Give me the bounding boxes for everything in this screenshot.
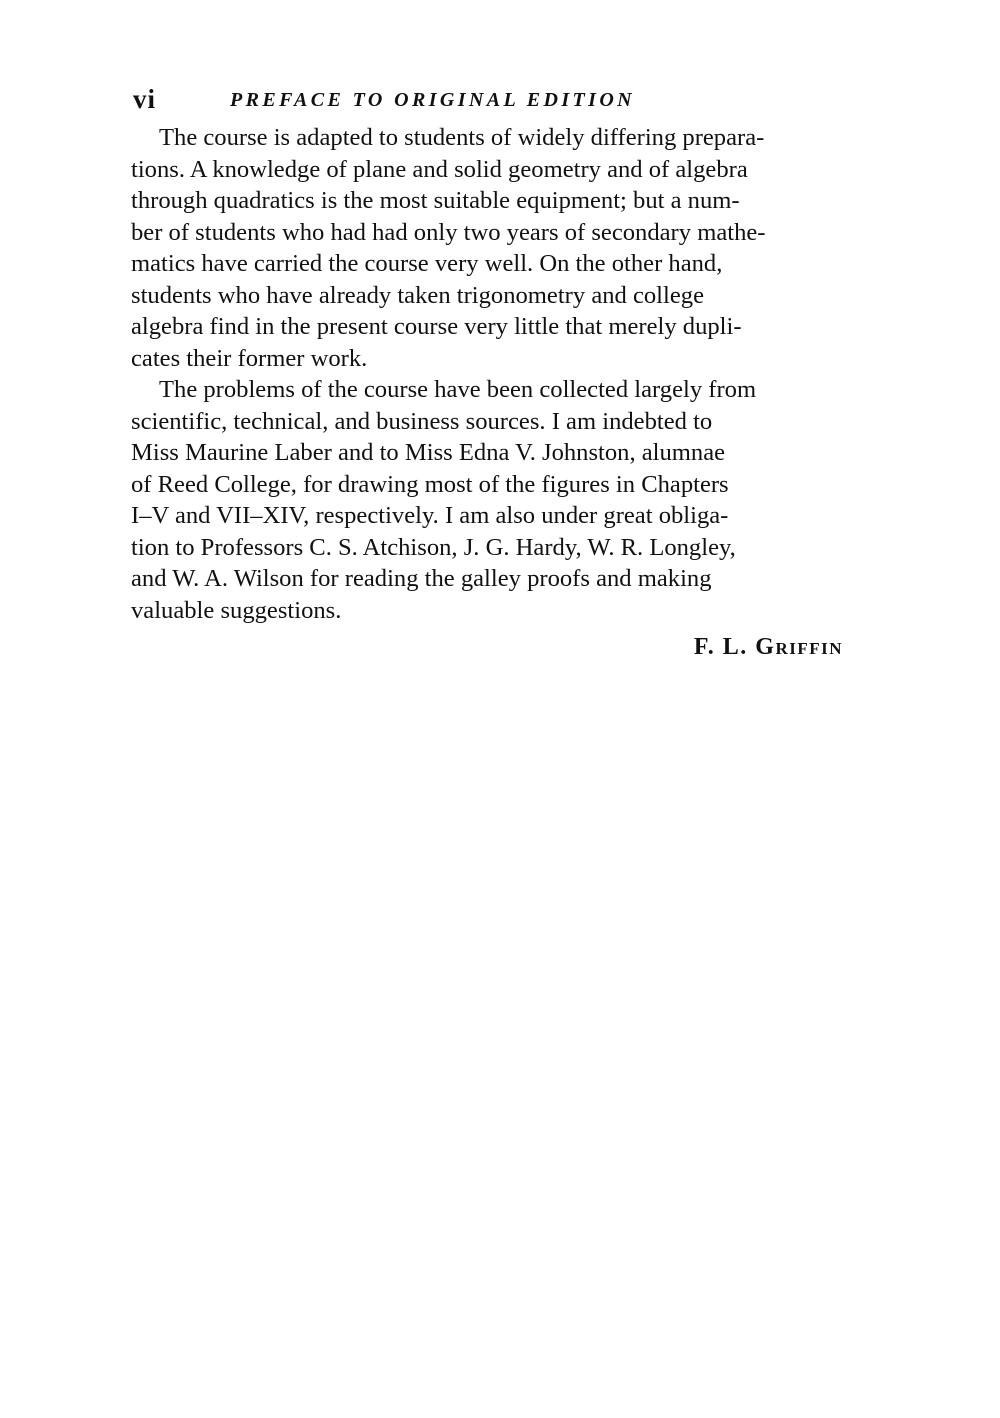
- paragraph-preparation: The course is adapted to students of widely differing prepara- tions. A knowledge of plane and solid geometry and of algebra through quadratics is the most suitable equipment; but a num- ber of students who had had only two years of secondary mathe- matics have carried the course very well. On the other hand, students who have already taken trigonometry and college algebra find in the present course very little that merely dupli- cates their former work.: [131, 124, 766, 372]
- book-page: [131, 80, 873, 661]
- running-title: PREFACE TO ORIGINAL EDITION: [230, 89, 636, 111]
- author-signature: F. L. Griffin: [693, 634, 843, 660]
- page-number: vi: [133, 84, 157, 114]
- running-head: [131, 80, 873, 122]
- paragraph-acknowledgements: The problems of the course have been collected largely from scientific, technical, and business sources. I am indebted to Miss Maurine Laber and to Miss Edna V. Johnston, alumnae of Reed College, for drawing most of the figures in Chapters I–V and VII–XIV, respectively. I am also under great obliga- tion to Professors C. S. Atchison, J. G. Hardy, W. R. Longley, and W. A. Wilson for reading the galley proofs and making valuable suggestions.: [131, 376, 757, 624]
